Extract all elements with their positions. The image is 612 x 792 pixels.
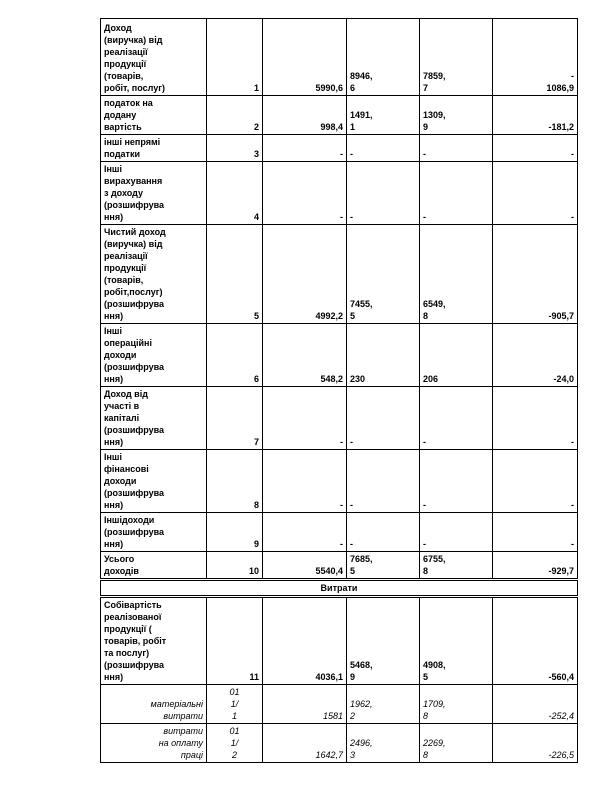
table-row — [101, 324, 578, 387]
row-code: 8 — [207, 450, 263, 513]
row-name: Інші фінансові доходи (розшифрува ння) — [101, 450, 207, 513]
value-cell: -24,0 — [493, 324, 578, 387]
value-cell: 2496, 3 — [347, 724, 420, 763]
value-cell: - — [493, 387, 578, 450]
value-cell: - 1086,9 — [493, 19, 578, 96]
value-cell: 8946, 6 — [347, 19, 420, 96]
table-row — [101, 96, 578, 135]
value-cell: 6755, 8 — [420, 552, 493, 580]
value-cell: 7859, 7 — [420, 19, 493, 96]
section-title: Витрати — [101, 580, 578, 597]
row-name: Доход (виручка) від реалізації продукції (товарів, робіт, послуг) — [101, 19, 207, 96]
value-cell: 998,4 — [263, 96, 347, 135]
value-cell: 2269, 8 — [420, 724, 493, 763]
value-cell: 5990,6 — [263, 19, 347, 96]
table-row — [101, 724, 578, 763]
value-cell: - — [263, 513, 347, 552]
value-cell: - — [420, 387, 493, 450]
table-row — [101, 597, 578, 685]
value-cell: 7455, 5 — [347, 225, 420, 324]
row-code: 10 — [207, 552, 263, 580]
row-name: матеріальні витрати — [101, 685, 207, 724]
value-cell: - — [347, 513, 420, 552]
row-name: Доход від участі в капіталі (розшифрува ння) — [101, 387, 207, 450]
value-cell: 206 — [420, 324, 493, 387]
value-cell: -181,2 — [493, 96, 578, 135]
table-row — [101, 450, 578, 513]
value-cell: - — [493, 513, 578, 552]
value-cell: 1491, 1 — [347, 96, 420, 135]
row-name: Іншідоходи (розшифрува ння) — [101, 513, 207, 552]
value-cell: 4992,2 — [263, 225, 347, 324]
value-cell: - — [347, 450, 420, 513]
value-cell: -929,7 — [493, 552, 578, 580]
value-cell: 5540,4 — [263, 552, 347, 580]
value-cell: - — [263, 135, 347, 162]
row-code: 1 — [207, 19, 263, 96]
table-row — [101, 513, 578, 552]
value-cell: - — [420, 513, 493, 552]
value-cell: 230 — [347, 324, 420, 387]
row-code: 6 — [207, 324, 263, 387]
value-cell: 1709, 8 — [420, 685, 493, 724]
row-code: 5 — [207, 225, 263, 324]
table-row — [101, 135, 578, 162]
value-cell: 1962, 2 — [347, 685, 420, 724]
value-cell: - — [493, 162, 578, 225]
row-name: податок на додану вартість — [101, 96, 207, 135]
row-name: Собівартість реалізованої продукції ( товарів, робіт та послуг) (розшифрува ння) — [101, 597, 207, 685]
value-cell: 7685, 5 — [347, 552, 420, 580]
value-cell: - — [493, 135, 578, 162]
value-cell: -252,4 — [493, 685, 578, 724]
row-name: Інші операційні доходи (розшифрува ння) — [101, 324, 207, 387]
row-code: 4 — [207, 162, 263, 225]
section-header-row — [101, 580, 578, 597]
value-cell: 548,2 — [263, 324, 347, 387]
row-code: 01 1/ 2 — [207, 724, 263, 763]
row-code: 01 1/ 1 — [207, 685, 263, 724]
value-cell: - — [347, 135, 420, 162]
table-row — [101, 225, 578, 324]
value-cell: - — [493, 450, 578, 513]
row-code: 3 — [207, 135, 263, 162]
value-cell: 6549, 8 — [420, 225, 493, 324]
row-name: Усього доходів — [101, 552, 207, 580]
row-name: Інші вирахування з доходу (розшифрува ння) — [101, 162, 207, 225]
value-cell: 1581 — [263, 685, 347, 724]
row-name: витрати на оплату праці — [101, 724, 207, 763]
table-row — [101, 162, 578, 225]
row-code: 9 — [207, 513, 263, 552]
row-code: 2 — [207, 96, 263, 135]
row-name: Чистий доход (виручка) від реалізації продукції (товарів, робіт,послуг) (розшифрува ння) — [101, 225, 207, 324]
table-row — [101, 387, 578, 450]
value-cell: - — [347, 387, 420, 450]
value-cell: - — [263, 162, 347, 225]
value-cell: - — [263, 450, 347, 513]
value-cell: - — [420, 135, 493, 162]
row-code: 7 — [207, 387, 263, 450]
row-name: інші непрямі податки — [101, 135, 207, 162]
value-cell: 1309, 9 — [420, 96, 493, 135]
value-cell: 1642,7 — [263, 724, 347, 763]
value-cell: - — [347, 162, 420, 225]
value-cell: 4908, 5 — [420, 597, 493, 685]
table-row — [101, 552, 578, 580]
income-expense-table — [100, 18, 578, 763]
value-cell: -560,4 — [493, 597, 578, 685]
value-cell: 5468, 9 — [347, 597, 420, 685]
value-cell: - — [420, 162, 493, 225]
value-cell: - — [263, 387, 347, 450]
value-cell: 4036,1 — [263, 597, 347, 685]
table-row — [101, 19, 578, 96]
value-cell: - — [420, 450, 493, 513]
value-cell: -905,7 — [493, 225, 578, 324]
row-code: 11 — [207, 597, 263, 685]
table-row — [101, 685, 578, 724]
value-cell: -226,5 — [493, 724, 578, 763]
